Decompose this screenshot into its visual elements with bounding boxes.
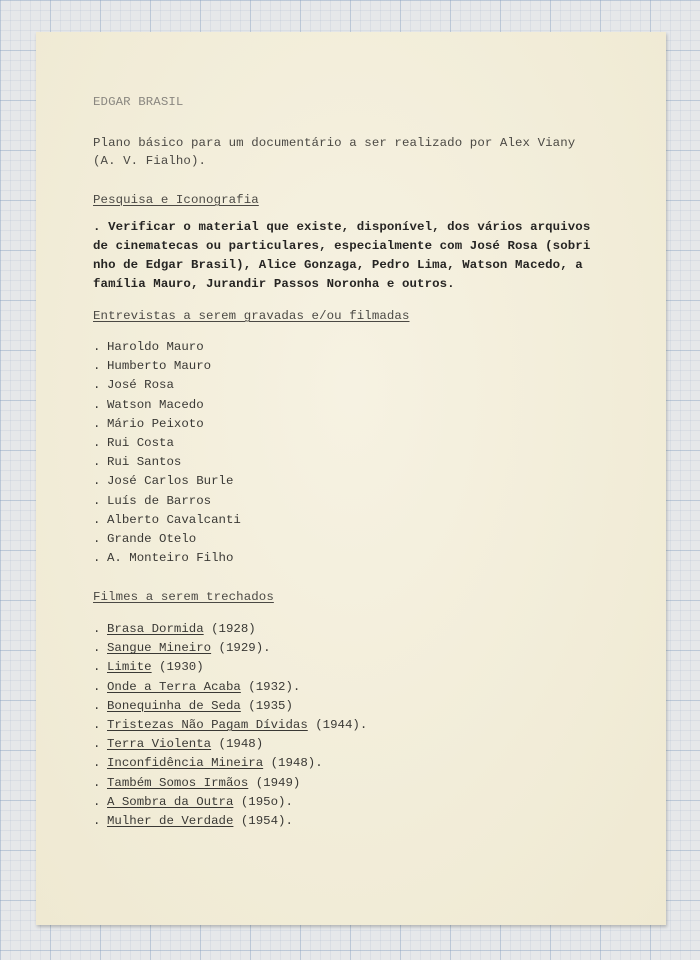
interviewee-name: Rui Costa [107, 436, 174, 450]
film-item [93, 660, 204, 675]
film-item [93, 737, 263, 752]
intro-line-2: (A. V. Fialho). [93, 154, 207, 168]
film-title: Também Somos Irmãos [107, 775, 249, 790]
interviewee-name: Grande Otelo [107, 532, 197, 546]
film-year: (1932). [240, 679, 301, 694]
interviewee-item [93, 398, 204, 413]
film-year: (1944). [307, 718, 368, 732]
interviewee-item [93, 378, 174, 393]
bullet-dot: . [93, 532, 101, 546]
film-item [93, 814, 293, 829]
bullet-dot: . [93, 814, 101, 828]
film-year: (1949) [248, 775, 301, 790]
film-title: Brasa Dormida [107, 622, 204, 636]
film-title: Sangue Mineiro [107, 641, 212, 656]
bullet-dot: . [93, 474, 101, 489]
interviewee-name: Haroldo Mauro [107, 340, 204, 354]
bullet-dot: . [93, 416, 101, 431]
bullet-dot: . [93, 378, 101, 393]
film-year: (1948). [263, 756, 323, 771]
film-item [93, 776, 300, 791]
interviewee-item [93, 513, 241, 528]
bullet-dot: . [93, 359, 101, 374]
interviewee-name: José Carlos Burle [107, 474, 234, 489]
intro-line-1: Plano básico para um documentário a ser realizado por Alex Viany [93, 136, 576, 150]
bullet-dot: . [93, 493, 101, 508]
film-item [93, 795, 293, 810]
section-heading-pesquisa: Pesquisa e Iconografia [93, 193, 259, 207]
interviewee-name: Watson Macedo [107, 397, 204, 412]
bullet-dot: . [93, 455, 101, 470]
interviewee-item [93, 340, 204, 355]
film-item [93, 756, 323, 771]
research-paragraph-line-4: família Mauro, Jurandir Passos Noronha e outros. [93, 277, 455, 291]
film-title: Mulher de Verdade [107, 814, 234, 828]
film-item [93, 622, 256, 637]
bullet-dot: . [93, 794, 101, 809]
film-item [93, 641, 271, 656]
film-title: Terra Violenta [107, 737, 212, 752]
interviewee-item [93, 436, 174, 451]
film-title: Bonequinha de Seda [107, 698, 241, 713]
interviewee-name: Humberto Mauro [107, 359, 212, 374]
bullet-dot: . [93, 641, 101, 656]
bullet-dot: . [93, 397, 101, 412]
interviewee-item [93, 359, 211, 374]
bullet-dot: . [93, 660, 101, 675]
research-paragraph-line-1: . Verificar o material que existe, disponível, dos vários arquivos [93, 220, 591, 234]
interviewee-item [93, 494, 211, 509]
bullet-dot: . [93, 756, 101, 771]
bullet-dot: . [93, 436, 101, 450]
interviewee-item [93, 551, 233, 566]
film-year: (1935) [240, 698, 293, 713]
section-heading-entrevistas: Entrevistas a serem gravadas e/ou filmadas [93, 309, 410, 323]
film-year: (1928) [203, 622, 256, 636]
film-item [93, 699, 293, 714]
film-year: (1930) [151, 660, 204, 675]
bullet-dot: . [93, 551, 101, 566]
bullet-dot: . [93, 698, 101, 713]
film-year: (195o). [233, 794, 293, 809]
interviewee-name: Alberto Cavalcanti [107, 512, 241, 527]
section-heading-filmes: Filmes a serem trechados [93, 590, 274, 604]
bullet-dot: . [93, 340, 101, 354]
bullet-dot: . [93, 622, 101, 636]
bullet-dot: . [93, 679, 101, 694]
film-title: Limite [107, 660, 152, 675]
research-paragraph-line-2: de cinematecas ou particulares, especialmente com José Rosa (sobri [93, 239, 591, 253]
research-paragraph-line-3: nho de Edgar Brasil), Alice Gonzaga, Pedro Lima, Watson Macedo, a [93, 258, 583, 272]
film-year: (1954). [233, 814, 293, 828]
film-year: (1929). [211, 641, 271, 656]
film-title: Onde a Terra Acaba [107, 679, 241, 694]
interviewee-item [93, 532, 196, 547]
film-item [93, 718, 367, 733]
interviewee-name: Luís de Barros [107, 493, 212, 508]
film-title: Tristezas Não Pagam Dívidas [107, 718, 308, 732]
typed-document-page [36, 32, 666, 925]
film-title: A Sombra da Outra [107, 794, 234, 809]
bullet-dot: . [93, 775, 101, 790]
interviewee-name: A. Monteiro Filho [107, 551, 234, 566]
interviewee-item [93, 417, 204, 432]
interviewee-name: José Rosa [107, 378, 174, 393]
document-title: EDGAR BRASIL [93, 95, 184, 109]
interviewee-item [93, 455, 181, 470]
film-item [93, 680, 300, 695]
interviewee-name: Rui Santos [107, 455, 182, 470]
bullet-dot: . [93, 737, 101, 752]
bullet-dot: . [93, 512, 101, 527]
interviewee-item [93, 474, 233, 489]
film-title: Inconfidência Mineira [107, 756, 264, 771]
bullet-dot: . [93, 718, 101, 732]
interviewee-name: Mário Peixoto [107, 416, 204, 431]
film-year: (1948) [211, 737, 264, 752]
